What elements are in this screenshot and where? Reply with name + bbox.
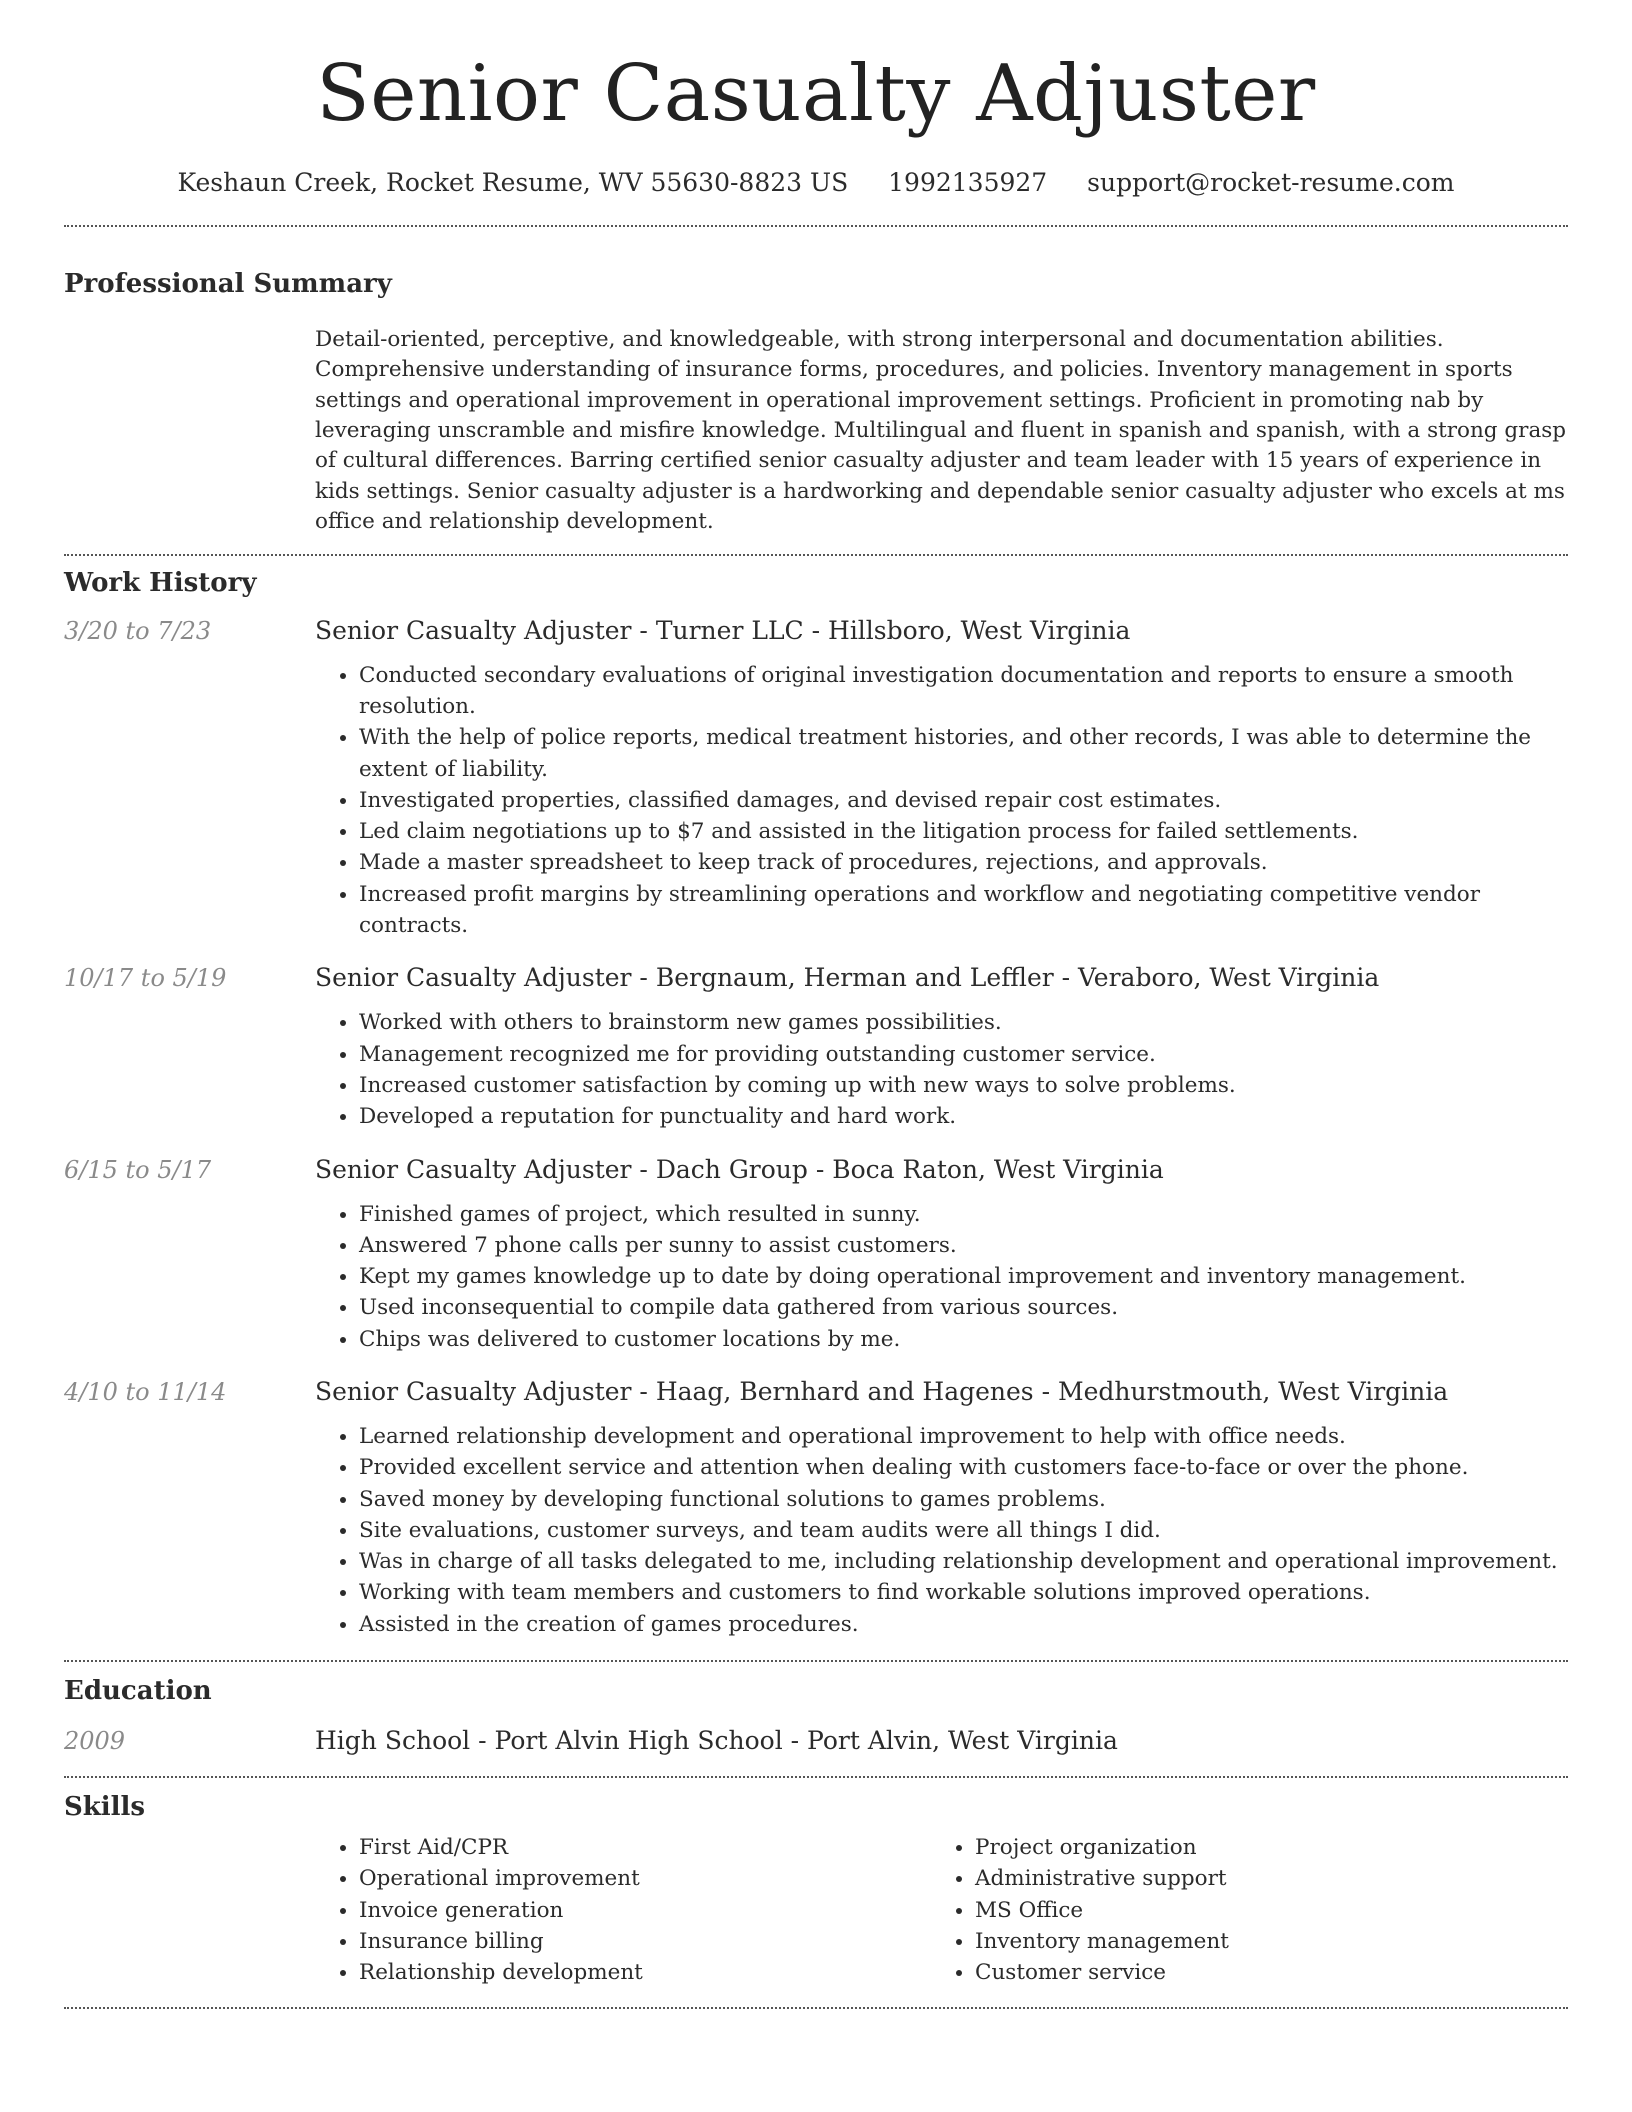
- skills-divider: [64, 2007, 1568, 2009]
- list-item: • Led claim negotiations up to $7 and assisted in the litigation process for failed settlements.: [359, 816, 1568, 847]
- list-item: • Answered 7 phone calls per sunny to assist customers.: [359, 1230, 1568, 1261]
- job-dates: 10/17 to 5/19: [64, 964, 227, 993]
- job-heading: Senior Casualty Adjuster - Turner LLC - Hillsboro, West Virginia: [315, 615, 1131, 645]
- list-item: • Learned relationship development and operational improvement to help with office needs.: [359, 1421, 1568, 1452]
- list-item: • First Aid/CPR: [359, 1832, 931, 1863]
- job-bullets: [315, 1421, 1568, 1640]
- list-item: • Customer service: [975, 1957, 1229, 1988]
- list-item: • Relationship development: [359, 1957, 931, 1988]
- skills-list: [315, 1832, 1568, 1988]
- list-item: • Increased profit margins by streamlining operations and workflow and negotiating competitive vendor contracts.: [359, 879, 1568, 942]
- header-divider: [64, 225, 1568, 227]
- contact-phone: 1992135927: [888, 167, 1048, 197]
- education-heading: High School - Port Alvin High School - Port Alvin, West Virginia: [315, 1726, 1118, 1756]
- job-heading: Senior Casualty Adjuster - Haag, Bernhard and Hagenes - Medhurstmouth, West Virginia: [315, 1376, 1449, 1406]
- list-item: • Administrative support: [975, 1863, 1229, 1894]
- contact-address: Keshaun Creek, Rocket Resume, WV 55630-8823 US: [177, 167, 849, 197]
- job-heading: Senior Casualty Adjuster - Dach Group - Boca Raton, West Virginia: [315, 1154, 1164, 1184]
- list-item: • Project organization: [975, 1832, 1229, 1863]
- contact-email: support@rocket-resume.com: [1087, 167, 1455, 197]
- skills-column-2: [931, 1832, 1229, 1988]
- skills-column-1: [315, 1832, 931, 1988]
- list-item: • Conducted secondary evaluations of original investigation documentation and reports to ensure a smooth resolution.: [359, 660, 1568, 723]
- job-bullets: [315, 1199, 1568, 1355]
- job-dates: 6/15 to 5/17: [64, 1155, 212, 1184]
- job-entry: [64, 614, 1568, 942]
- list-item: • Operational improvement: [359, 1863, 931, 1894]
- education-section-title: Education: [64, 1676, 212, 1707]
- summary-divider: [64, 554, 1568, 556]
- contact-line: [64, 168, 1568, 197]
- list-item: • Provided excellent service and attention when dealing with customers face-to-face or over the phone.: [359, 1452, 1568, 1483]
- list-item: • Saved money by developing functional solutions to games problems.: [359, 1484, 1568, 1515]
- skills-section-title: Skills: [64, 1792, 146, 1823]
- list-item: • Chips was delivered to customer locations by me.: [359, 1324, 1568, 1355]
- job-bullets: [315, 660, 1568, 942]
- list-item: • Developed a reputation for punctuality and hard work.: [359, 1101, 1568, 1132]
- list-item: • Kept my games knowledge up to date by doing operational improvement and inventory management.: [359, 1261, 1568, 1292]
- list-item: • Inventory management: [975, 1926, 1229, 1957]
- list-item: • Increased customer satisfaction by coming up with new ways to solve problems.: [359, 1070, 1568, 1101]
- list-item: • Was in charge of all tasks delegated to me, including relationship development and operational improvement.: [359, 1546, 1568, 1577]
- education-divider: [64, 1776, 1568, 1778]
- list-item: • Assisted in the creation of games procedures.: [359, 1609, 1568, 1640]
- job-dates: 3/20 to 7/23: [64, 616, 212, 645]
- job-dates: 4/10 to 11/14: [64, 1377, 227, 1406]
- work-section-title: Work History: [64, 567, 257, 598]
- list-item: • Working with team members and customers to find workable solutions improved operations.: [359, 1577, 1568, 1608]
- education-entry: [64, 1724, 1568, 1758]
- job-entry: [64, 1153, 1568, 1355]
- list-item: • Used inconsequential to compile data gathered from various sources.: [359, 1292, 1568, 1323]
- list-item: • Finished games of project, which resulted in sunny.: [359, 1199, 1568, 1230]
- list-item: • Management recognized me for providing outstanding customer service.: [359, 1039, 1568, 1070]
- candidate-title: Senior Casualty Adjuster: [316, 49, 1316, 139]
- summary-text: Detail-oriented, perceptive, and knowledgeable, with strong interpersonal and documentation abilities. Comprehensive understanding of insurance forms, procedures, and policies. Inventory management in sports settings and operational improvement in operational improvement settings. Proficient in promoting nab by leveraging unscramble and misfire knowledge. Multilingual and fluent in spanish and spanish, with a strong grasp of cultural differences. Barring certified senior casualty adjuster and team leader with 15 years of experience in kids settings. Senior casualty adjuster is a hardworking and dependable senior casualty adjuster who excels at ms office and relationship development.: [315, 326, 1567, 535]
- list-item: • Worked with others to brainstorm new games possibilities.: [359, 1007, 1568, 1038]
- work-divider: [64, 1660, 1568, 1662]
- list-item: • Made a master spreadsheet to keep track of procedures, rejections, and approvals.: [359, 847, 1568, 878]
- job-entry: [64, 961, 1568, 1132]
- list-item: • Insurance billing: [359, 1926, 931, 1957]
- list-item: • MS Office: [975, 1895, 1229, 1926]
- job-entry: [64, 1375, 1568, 1640]
- resume-header: [64, 0, 1568, 197]
- summary-section-title: Professional Summary: [64, 268, 392, 299]
- list-item: • Site evaluations, customer surveys, and team audits were all things I did.: [359, 1515, 1568, 1546]
- list-item: • Invoice generation: [359, 1895, 931, 1926]
- list-item: • With the help of police reports, medical treatment histories, and other records, I was able to determine the extent of liability.: [359, 722, 1568, 785]
- job-heading: Senior Casualty Adjuster - Bergnaum, Herman and Leffler - Veraboro, West Virginia: [315, 963, 1380, 993]
- education-year: 2009: [64, 1727, 126, 1756]
- job-bullets: [315, 1007, 1568, 1132]
- list-item: • Investigated properties, classified damages, and devised repair cost estimates.: [359, 785, 1568, 816]
